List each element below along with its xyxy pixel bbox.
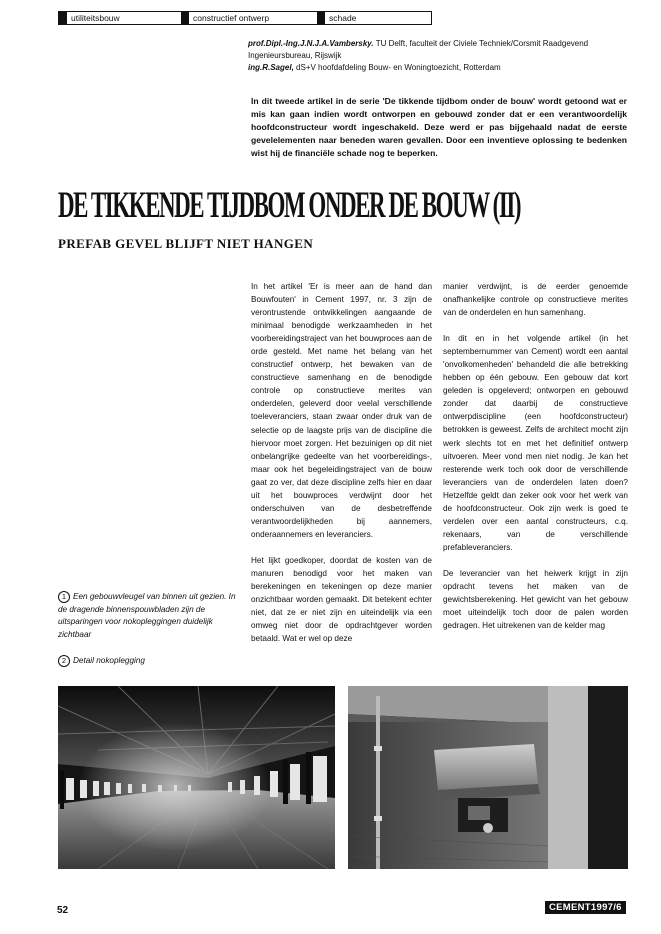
photo-bearing-detail — [348, 686, 628, 869]
body-paragraph: In het artikel 'Er is meer aan de hand dan Bouwfouten' in Cement 1997, nr. 3 zijn de verontrustende ontwikkelingen aangaande de minimaal benodigde werkzaamheden in het voorbereidingstraject van het bouwproces aan de orde gesteld. Met name het belang van het constructief ontwerp, het bewaken van de constructieve samenhang en de benodigde controle op constructieve merites van onderdelen, geleverd door veelal verschillende toeleveranciers, staan zwaar onder druk van de selectie op de laagste prijs van de discipline die hiervoor moet zorgen. Het bezuinigen op dit niet onbelangrijke gedeelte van het voorbereidings-, maar ook het begeleidingstraject van de bouw gaat zo ver, dat deze discipline zelfs hier en daar uit het bouwproces verdwijnt door het onderschuiven van de desbetreffende verantwoordelijkheden bij aannemers, onderaannemers en leveranciers. — [251, 282, 432, 539]
author-entry — [248, 62, 628, 74]
body-paragraph: In dit en in het volgende artikel (in het septembernummer van Cement) wordt een aantal 'onvolkomenheden' behandeld die alle betrekking hebben op één gebouw. Een gebouw dat kort geleden is opgeleverd; ontworpen en gebouwd zonder dat daarbij de constructieve ontwerpdiscipline (een hoofdconstructeur) betrokken is geweest. Zelfs de architect mocht zijn werk slechts tot en met het definitief ontwerp uitvoeren. Meer vond men niet nodig. Je kan het resterende werk toch ook door de verschillende leveranciers van de onderdelen laten doen? Hetzelfde geldt dan zeker ook voor het werk van de hoofdconstructeur. Ook zijn werk is goed te verdelen over een aantal constructeurs, c.q. rekenaars, van de verschillende prefableveranciers. — [443, 334, 628, 552]
author-entry — [248, 38, 628, 62]
body-paragraph: manier verdwijnt, is de eerder genoemde onafhankelijke controle op constructieve merites van de onderdelen en hun samenhang. — [443, 282, 628, 318]
category-tag: constructief ontwerp — [181, 12, 317, 24]
caption-text: Detail nokoplegging — [73, 656, 145, 665]
article-title: DE TIKKENDE TIJDBOM ONDER DE BOUW (II) — [58, 185, 521, 226]
article-subtitle: PREFAB GEVEL BLIJFT NIET HANGEN — [58, 236, 314, 251]
page-number: 52 — [57, 905, 69, 916]
photo-building-interior — [58, 686, 335, 869]
figure-caption — [58, 591, 241, 641]
figure-number-badge: 2 — [58, 655, 70, 667]
body-column-1 — [251, 280, 432, 658]
journal-issue-badge: CEMENT1997/6 — [545, 901, 626, 914]
body-column-2 — [443, 280, 628, 645]
author-affiliation: dS+V hoofdafdeling Bouw- en Woningtoezicht, Rotterdam — [296, 63, 501, 72]
author-block — [248, 38, 628, 74]
figure-captions — [58, 591, 241, 682]
figure-number-badge: 1 — [58, 591, 70, 603]
author-name: ing.R.Sagel, — [248, 63, 294, 72]
category-tag: schade — [317, 12, 431, 24]
intro-paragraph: In dit tweede artikel in de serie 'De tikkende tijdbom onder de bouw' wordt getoond wat er mis kan gaan indien wordt ontworpen en gebouwd zonder dat er een verantwoordelijk hoofdconstructeur wordt ingeschakeld. Deze werd er pas bijgehaald nadat de eerste gevelelementen naar beneden waren gevallen. Door een inventieve oplossing te bedenken wist hij de financiële schade nog te beperken. — [251, 96, 627, 158]
category-tag-bar — [58, 11, 432, 25]
caption-text: Een gebouwvleugel van binnen uit gezien. In de dragende binnenspouwbladen zijn de uitsparingen voor nokopleggingen duidelijk zichtbaar — [58, 592, 236, 639]
interior-photo-illustration — [58, 686, 335, 869]
body-paragraph: De leverancier van het heiwerk krijgt in zijn opdracht tevens het maken van de gewichtsberekening. Het gewicht van het gebouw moet uiteindelijk toch door de palen worden gedragen. Het uitrekenen van de kelder mag — [443, 568, 628, 631]
figure-caption — [58, 655, 241, 668]
body-paragraph: Het lijkt goedkoper, doordat de kosten van de manuren benodigd voor het maken van berekeningen en tekeningen op deze manier onzichtbaar worden gemaakt. Dit betekent echter niet, dat ze er niet zijn en uiteindelijk via een omweg niet door de opdrachtgever worden betaald. Wat er wel op deze — [251, 555, 432, 644]
category-tag: utiliteitsbouw — [59, 12, 181, 24]
author-name: prof.Dipl.-Ing.J.N.J.A.Vambersky. — [248, 39, 374, 48]
author-affiliation: TU Delft, faculteit der Civiele Techniek/Corsmit Raadgevend Ingenieursbureau, Rijswijk — [248, 39, 589, 60]
detail-photo-illustration — [348, 686, 628, 869]
